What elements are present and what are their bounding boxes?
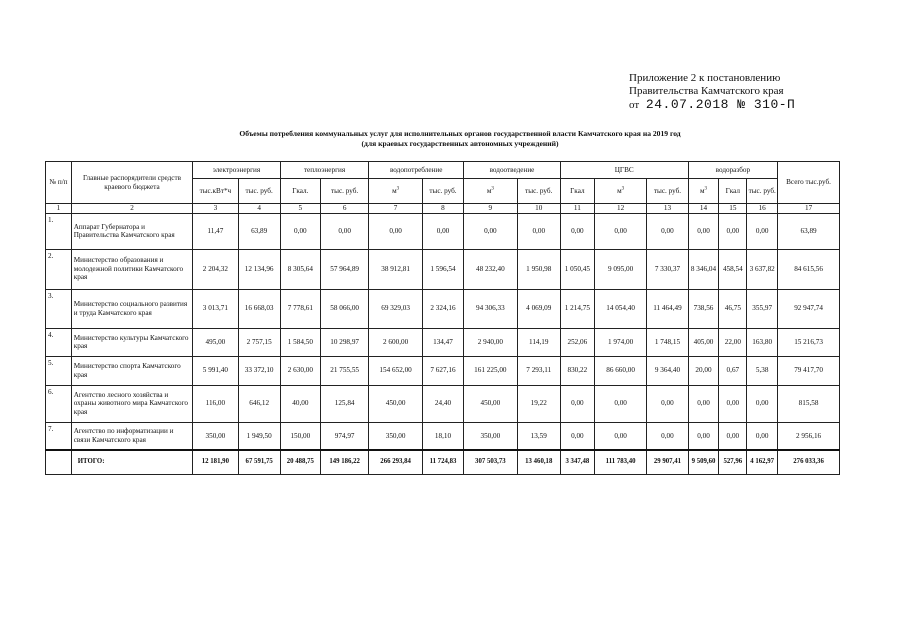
value-cell: 3 013,71 [193,289,238,328]
column-number: 9 [464,204,518,214]
value-cell: 63,89 [778,213,840,249]
value-cell: 125,84 [320,385,368,422]
value-cell: 350,00 [369,422,423,450]
unit-cell [369,179,423,204]
value-cell: 355,97 [747,289,778,328]
column-number: 2 [71,204,193,214]
total-value-cell: 29 907,41 [647,450,688,474]
value-cell: 19,22 [517,385,560,422]
row-number: 2. [46,249,72,289]
value-cell: 46,75 [719,289,747,328]
column-number: 6 [320,204,368,214]
unit-label: тыс. руб. [525,186,553,195]
table-row [46,249,840,289]
table-row [46,422,840,450]
unit-label: Гкал [725,186,741,195]
unit-sup: 3 [396,186,400,192]
value-cell: 116,00 [193,385,238,422]
value-cell: 24,40 [422,385,463,422]
row-name: Министерство образования и молодежной политики Камчатского края [71,249,193,289]
value-cell: 12 134,96 [238,249,280,289]
value-cell: 350,00 [193,422,238,450]
value-cell: 134,47 [422,328,463,356]
value-cell: 79 417,70 [778,356,840,385]
value-cell: 2 600,00 [369,328,423,356]
value-cell: 86 660,00 [594,356,647,385]
appendix-line-2: Правительства Камчатского края [629,85,784,97]
value-cell: 450,00 [464,385,518,422]
value-cell: 0,00 [594,422,647,450]
group-water-disposal: водоотведение [464,162,561,179]
value-cell: 0,00 [647,385,688,422]
unit-sup: 3 [621,186,625,192]
value-cell: 8 346,04 [688,249,719,289]
unit-label: тыс. руб. [245,186,273,195]
value-cell: 7 330,37 [647,249,688,289]
value-cell: 2 940,00 [464,328,518,356]
value-cell: 0,00 [647,422,688,450]
value-cell: 38 912,81 [369,249,423,289]
value-cell: 974,97 [320,422,368,450]
total-value-cell: 12 181,90 [193,450,238,474]
column-number: 13 [647,204,688,214]
unit-label: Гкал [570,186,585,195]
column-number: 4 [238,204,280,214]
unit-cell [747,179,778,204]
column-number: 5 [280,204,320,214]
total-row [46,450,840,474]
header-name: Главные распорядители средств краевого бюджета [71,162,193,204]
document-title [150,129,770,149]
appendix-date-line [629,98,889,112]
value-cell: 1 748,15 [647,328,688,356]
value-cell: 63,89 [238,213,280,249]
row-name: Агентство по информатизации и связи Камчатского края [71,422,193,450]
row-number: 3. [46,289,72,328]
unit-cell [517,179,560,204]
value-cell: 646,12 [238,385,280,422]
header-row-colnums [46,204,840,214]
total-value-cell: 276 033,36 [778,450,840,474]
total-value-cell: 111 783,40 [594,450,647,474]
row-name: Министерство социального развития и труда Камчатского края [71,289,193,328]
value-cell: 0,00 [422,213,463,249]
unit-label: тыс. руб. [653,186,682,195]
row-number: 7. [46,422,72,450]
unit-label: м [617,186,622,195]
total-value-cell: 13 460,18 [517,450,560,474]
table-row [46,385,840,422]
value-cell: 2 757,15 [238,328,280,356]
total-value-cell: 67 591,75 [238,450,280,474]
value-cell: 2 324,16 [422,289,463,328]
resolution-date-number: 24.07.2018 № 310-П [645,97,796,112]
value-cell: 48 232,40 [464,249,518,289]
unit-cell [688,179,719,204]
value-cell: 252,06 [560,328,594,356]
column-number: 17 [778,204,840,214]
value-cell: 0,00 [560,422,594,450]
value-cell: 0,00 [747,385,778,422]
value-cell: 0,00 [719,385,747,422]
value-cell: 5 991,40 [193,356,238,385]
value-cell: 7 293,11 [517,356,560,385]
from-label: от [629,99,640,111]
table-row [46,356,840,385]
value-cell: 21 755,55 [320,356,368,385]
value-cell: 0,00 [517,213,560,249]
value-cell: 0,00 [719,422,747,450]
column-number: 7 [369,204,423,214]
unit-label: м [699,186,705,195]
row-number: 5. [46,356,72,385]
unit-cell [238,179,280,204]
column-number: 8 [422,204,463,214]
value-cell: 1 950,98 [517,249,560,289]
value-cell: 1 214,75 [560,289,594,328]
value-cell: 350,00 [464,422,518,450]
value-cell: 0,00 [560,385,594,422]
unit-label: тыс. руб. [429,186,457,195]
value-cell: 0,00 [688,385,719,422]
appendix-header [629,72,889,112]
group-water-intake: водоразбор [688,162,778,179]
value-cell: 458,54 [719,249,747,289]
value-cell: 10 298,97 [320,328,368,356]
unit-label: тыс. руб. [748,186,776,195]
value-cell: 5,38 [747,356,778,385]
value-cell: 15 216,73 [778,328,840,356]
value-cell: 33 372,10 [238,356,280,385]
column-number: 12 [594,204,647,214]
column-number: 15 [719,204,747,214]
unit-cell [560,179,594,204]
value-cell: 0,00 [747,422,778,450]
value-cell: 22,00 [719,328,747,356]
value-cell: 3 637,82 [747,249,778,289]
unit-cell [719,179,747,204]
title-line-1: Объемы потребления коммунальных услуг для исполнительных органов государственной власти Камчатского края на 2019 год [239,129,681,138]
value-cell: 0,00 [688,422,719,450]
header-row-groups [46,162,840,179]
value-cell: 16 668,03 [238,289,280,328]
group-water-consumption: водопотребление [369,162,464,179]
value-cell: 9 364,40 [647,356,688,385]
value-cell: 11,47 [193,213,238,249]
column-number: 1 [46,204,72,214]
value-cell: 0,00 [320,213,368,249]
table-row [46,289,840,328]
total-label: ИТОГО: [71,450,193,474]
unit-label: тыс. руб. [331,186,359,195]
header-total: Всего тыс.руб. [778,162,840,204]
value-cell: 69 329,03 [369,289,423,328]
total-value-cell: 307 503,73 [464,450,518,474]
value-cell: 0,00 [719,213,747,249]
column-number: 16 [747,204,778,214]
row-name: Министерство культуры Камчатского края [71,328,193,356]
unit-label: м [392,186,397,195]
value-cell: 163,80 [747,328,778,356]
row-number: 6. [46,385,72,422]
total-value-cell: 266 293,84 [369,450,423,474]
value-cell: 58 066,00 [320,289,368,328]
value-cell: 7 778,61 [280,289,320,328]
value-cell: 0,00 [280,213,320,249]
value-cell: 405,00 [688,328,719,356]
total-value-cell: 11 724,83 [422,450,463,474]
value-cell: 57 964,89 [320,249,368,289]
unit-cell [422,179,463,204]
value-cell: 0,00 [560,213,594,249]
title-line-2: (для краевых государственных автономных учреждений) [361,139,559,148]
value-cell: 8 305,64 [280,249,320,289]
row-name: Аппарат Губернатора и Правительства Камчатского края [71,213,193,249]
value-cell: 0,00 [747,213,778,249]
value-cell: 0,00 [647,213,688,249]
total-value-cell: 20 488,75 [280,450,320,474]
unit-cell [320,179,368,204]
value-cell: 0,67 [719,356,747,385]
row-name: Министерство спорта Камчатского края [71,356,193,385]
total-value-cell: 3 347,48 [560,450,594,474]
value-cell: 9 095,00 [594,249,647,289]
value-cell: 154 652,00 [369,356,423,385]
unit-label: Гкал. [292,186,309,195]
value-cell: 1 974,00 [594,328,647,356]
table-row [46,328,840,356]
value-cell: 14 054,40 [594,289,647,328]
unit-sup: 3 [704,186,708,192]
value-cell: 450,00 [369,385,423,422]
value-cell: 40,00 [280,385,320,422]
unit-sup: 3 [491,186,494,192]
value-cell: 2 204,32 [193,249,238,289]
header-num: № п/п [46,162,72,204]
value-cell: 2 956,16 [778,422,840,450]
value-cell: 92 947,74 [778,289,840,328]
value-cell: 13,59 [517,422,560,450]
column-number: 10 [517,204,560,214]
unit-label: м [486,186,492,195]
value-cell: 1 949,50 [238,422,280,450]
value-cell: 161 225,00 [464,356,518,385]
row-number: 4. [46,328,72,356]
value-cell: 20,00 [688,356,719,385]
value-cell: 18,10 [422,422,463,450]
total-value-cell: 9 509,60 [688,450,719,474]
row-number: 1. [46,213,72,249]
appendix-line-1: Приложение 2 к постановлению [629,72,781,84]
column-number: 11 [560,204,594,214]
value-cell: 4 069,09 [517,289,560,328]
column-number: 14 [688,204,719,214]
value-cell: 150,00 [280,422,320,450]
value-cell: 1 596,54 [422,249,463,289]
unit-cell [594,179,647,204]
value-cell: 1 050,45 [560,249,594,289]
value-cell: 0,00 [369,213,423,249]
group-hot-water: ЦГВС [560,162,688,179]
value-cell: 830,22 [560,356,594,385]
value-cell: 0,00 [464,213,518,249]
value-cell: 738,56 [688,289,719,328]
value-cell: 7 627,16 [422,356,463,385]
total-value-cell: 4 162,97 [747,450,778,474]
value-cell: 11 464,49 [647,289,688,328]
value-cell: 94 306,33 [464,289,518,328]
value-cell: 114,19 [517,328,560,356]
value-cell: 84 615,56 [778,249,840,289]
unit-cell [193,179,238,204]
value-cell: 2 630,00 [280,356,320,385]
value-cell: 815,58 [778,385,840,422]
value-cell: 0,00 [594,213,647,249]
column-number: 3 [193,204,238,214]
group-heat: теплоэнергия [280,162,369,179]
group-electricity: электроэнергия [193,162,281,179]
value-cell: 0,00 [594,385,647,422]
total-num-cell [46,450,72,474]
value-cell: 0,00 [688,213,719,249]
total-value-cell: 527,96 [719,450,747,474]
unit-cell [280,179,320,204]
utilities-table [45,161,840,475]
row-name: Агентство лесного хозяйства и охраны животного мира Камчатского края [71,385,193,422]
value-cell: 1 584,50 [280,328,320,356]
value-cell: 495,00 [193,328,238,356]
unit-cell [647,179,688,204]
unit-label: тыс.кВт*ч [199,186,232,195]
table-row [46,213,840,249]
unit-cell [464,179,518,204]
total-value-cell: 149 186,22 [320,450,368,474]
